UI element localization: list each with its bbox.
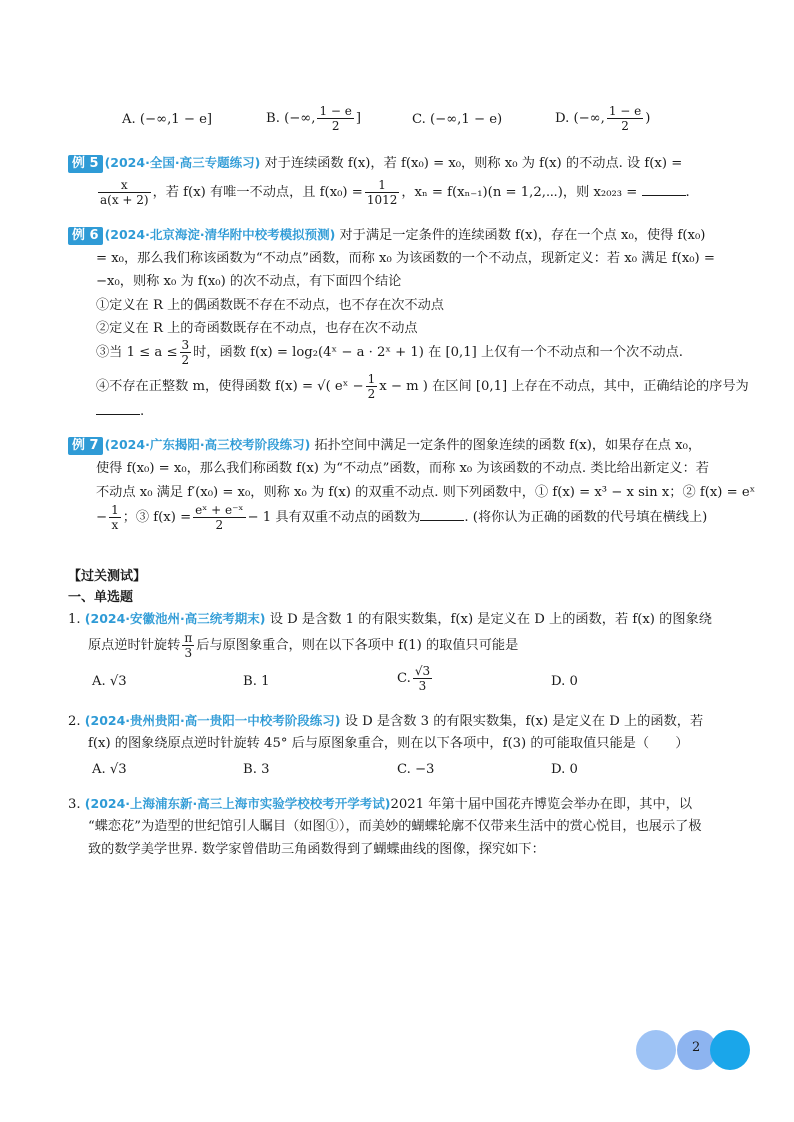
question-1-option-c-frac — [413, 664, 432, 693]
example-7-l4-tail: . (将你认为正确的函数的代号填在横线上) — [464, 510, 708, 525]
example-7-line-4 — [96, 503, 707, 532]
option-b-post: ] — [355, 111, 362, 126]
page-decoration-left — [636, 1030, 676, 1070]
example-6-text-1: 对于满足一定条件的连续函数 f(x)，存在一个点 x₀，使得 f(x₀) — [339, 228, 706, 243]
question-2-option-c: C. −3 — [397, 762, 435, 777]
example-7-line-3: 不动点 x₀ 满足 f′(x₀) = x₀，则称 x₀ 为 f(x) 的双重不动点. 则下列函数中，① f(x) = x³ − x sin x；② f(x) = eˣ — [96, 485, 756, 500]
example-5-text-4: . — [685, 185, 690, 200]
option-b-den: 2 — [331, 119, 340, 133]
example-6-answer-blank[interactable] — [96, 402, 140, 415]
question-3-text-1: 2021 年第十届中国花卉博览会举办在即，其中，以 — [390, 797, 693, 812]
example-6-conclusion-1: ①定义在 R 上的偶函数既不存在不动点，也不存在次不动点 — [96, 298, 444, 313]
example-6-line-2: = x₀，那么我们称该函数为“不动点”函数，而称 x₀ 为该函数的一个不动点，现新定义：若 x₀ 满足 f(x₀) = — [96, 251, 715, 266]
example-7-line-1 — [68, 435, 701, 456]
example-6-source: (2024·北京海淀·清华附中校考模拟预测) — [104, 227, 336, 242]
option-b — [266, 104, 361, 133]
example-7-frac-1-den: x — [111, 518, 119, 532]
example-5-text-1: 对于连续函数 f(x)，若 f(x₀) = x₀，则称 x₀ 为 f(x) 的不动点. 设 f(x) = — [264, 156, 683, 171]
example-6-c3-num: 3 — [181, 338, 190, 352]
question-1-text-1: 设 D 是含数 1 的有限实数集，f(x) 是定义在 D 上的函数，若 f(x) 的图象绕 — [269, 612, 712, 627]
example-5-frac-1-den: a(x + 2) — [100, 193, 149, 207]
example-7-l4-end: − 1 具有双重不动点的函数为 — [247, 510, 421, 525]
option-d-num: 1 − e — [608, 104, 642, 118]
page-number: 2 — [692, 1040, 701, 1055]
example-6-c3-pre: ③当 1 ≤ a ≤ — [96, 345, 178, 360]
question-2-line-2: f(x) 的图象绕原点逆时针旋转 45° 后与原图象重合，则在以下各项中，f(3) 的可能取值只能是（ ） — [88, 736, 689, 751]
example-7-tag: 例 7 — [68, 437, 103, 455]
option-d — [555, 104, 650, 133]
question-1-number: 1. — [68, 612, 81, 627]
question-3-line-3: 致的数学美学世界. 数学家曾借助三角函数得到了蝴蝶曲线的图像，探究如下： — [88, 842, 545, 857]
example-5-frac-2-num: 1 — [365, 178, 400, 193]
question-1-frac-num: π — [184, 631, 193, 645]
question-3-line-2: “蝶恋花”为造型的世纪馆引人瞩目（如图①），而美妙的蝴蝶轮廓不仅带来生活中的赏心悦目，也展示了极 — [88, 819, 702, 834]
question-3-line-1 — [68, 794, 692, 815]
example-7-frac-2 — [193, 503, 245, 532]
question-1-source: (2024·安徽池州·高三统考期末) — [84, 611, 266, 626]
question-1-l2-pre: 原点逆时针旋转 — [88, 638, 181, 653]
example-6-c4-den: 2 — [367, 387, 376, 401]
example-7-source: (2024·广东揭阳·高三校考阶段练习) — [104, 437, 311, 452]
question-1-frac-den: 3 — [184, 646, 193, 660]
example-6-c4-pre: ④不存在正整数 m，使得函数 f(x) = √( eˣ − — [96, 379, 364, 394]
example-6-c4-frac — [366, 372, 378, 401]
section-subtitle: 一、单选题 — [68, 590, 134, 605]
example-5-line-1 — [68, 153, 682, 174]
question-1-option-c-pre: C. — [397, 671, 411, 686]
example-6-tag: 例 6 — [68, 227, 103, 245]
question-1-line-1 — [68, 609, 712, 630]
example-7-frac-2-num: eˣ + e⁻ˣ — [195, 503, 244, 517]
question-3-number: 3. — [68, 797, 81, 812]
example-6-c4-num: 1 — [367, 372, 376, 386]
example-7-line-2: 使得 f(x₀) = x₀，那么我们称函数 f(x) 为“不动点”函数，而称 x₀ 为该函数的不动点. 类比给出新定义：若 — [96, 461, 709, 476]
example-6-c3-post: 时，函数 f(x) = log₂(4ˣ − a · 2ˣ + 1) 在 [0,1] 上仅有一个不动点和一个次不动点. — [193, 345, 683, 360]
question-1-line-2 — [88, 631, 518, 660]
question-1-option-c — [397, 664, 434, 693]
question-2-number: 2. — [68, 714, 81, 729]
question-1-option-b: B. 1 — [243, 674, 270, 689]
example-6-conclusion-4 — [96, 372, 749, 401]
question-2-text-1: 设 D 是含数 3 的有限实数集，f(x) 是定义在 D 上的函数，若 — [344, 714, 704, 729]
section-title: 【过关测试】 — [68, 569, 147, 584]
example-5-line-2 — [96, 178, 690, 207]
example-5-frac-1 — [98, 178, 151, 207]
example-7-l4-mid: ；③ f(x) = — [122, 510, 192, 525]
example-6-c3-den: 2 — [181, 353, 190, 367]
example-7-text-1: 拓扑空间中满足一定条件的图象连续的函数 f(x)，如果存在点 x₀， — [314, 438, 702, 453]
example-7-frac-1 — [109, 503, 121, 532]
question-1-option-c-num: √3 — [414, 664, 431, 678]
question-2-option-d: D. 0 — [551, 762, 578, 777]
example-5-frac-1-num: x — [98, 178, 151, 193]
example-5-tag: 例 5 — [68, 155, 103, 173]
option-a: A. (−∞,1 − e] — [122, 112, 213, 127]
example-6-line-3: −x₀，则称 x₀ 为 f(x₀) 的次不动点，有下面四个结论 — [96, 274, 402, 289]
question-1-option-d: D. 0 — [551, 674, 578, 689]
question-1-option-a: A. √3 — [92, 674, 127, 689]
option-b-frac — [317, 104, 353, 133]
example-5-text-3: ，xₙ = f(xₙ₋₁)(n = 1,2,⋯)，则 x₂₀₂₃ = — [401, 185, 642, 200]
option-d-den: 2 — [621, 119, 629, 133]
question-1-frac — [182, 631, 194, 660]
option-d-pre: D. (−∞, — [555, 111, 605, 126]
question-2-source: (2024·贵州贵阳·高一贵阳一中校考阶段练习) — [84, 713, 341, 728]
example-5-source: (2024·全国·高三专题练习) — [104, 155, 261, 170]
example-7-l4-pre: − — [96, 510, 108, 525]
page-decoration-right — [710, 1030, 750, 1070]
example-6-c3-frac — [180, 338, 192, 367]
option-d-frac — [607, 104, 643, 133]
option-d-post: ) — [645, 111, 651, 126]
example-5-frac-2-den: 1012 — [366, 193, 398, 207]
question-2-option-a: A. √3 — [92, 762, 127, 777]
example-6-answer-line — [96, 402, 144, 422]
example-5-answer-blank[interactable] — [642, 183, 686, 196]
example-7-answer-blank[interactable] — [420, 508, 464, 521]
example-7-frac-2-den: 2 — [215, 518, 224, 532]
example-5-text-2: ，若 f(x) 有唯一不动点，且 f(x₀) = — [152, 185, 363, 200]
example-6-c4-post: x − m ) 在区间 [0,1] 上存在不动点，其中，正确结论的序号为 — [379, 379, 749, 394]
example-5-frac-2 — [365, 178, 400, 207]
example-6-conclusion-3 — [96, 338, 683, 367]
example-6-end: . — [140, 404, 145, 419]
example-6-line-1 — [68, 225, 705, 246]
question-3-source: (2024·上海浦东新·高三上海市实验学校校考开学考试) — [84, 796, 391, 811]
option-c: C. (−∞,1 − e) — [412, 112, 503, 127]
option-b-num: 1 − e — [319, 104, 352, 118]
example-6-conclusion-2: ②定义在 R 上的奇函数既存在不动点，也存在次不动点 — [96, 321, 418, 336]
option-b-pre: B. (−∞, — [266, 111, 316, 126]
question-2-line-1 — [68, 711, 703, 732]
question-1-l2-post: 后与原图象重合，则在以下各项中 f(1) 的取值只可能是 — [196, 638, 519, 653]
question-1-option-c-den: 3 — [418, 679, 427, 693]
example-7-frac-1-num: 1 — [111, 503, 119, 517]
question-2-option-b: B. 3 — [243, 762, 270, 777]
